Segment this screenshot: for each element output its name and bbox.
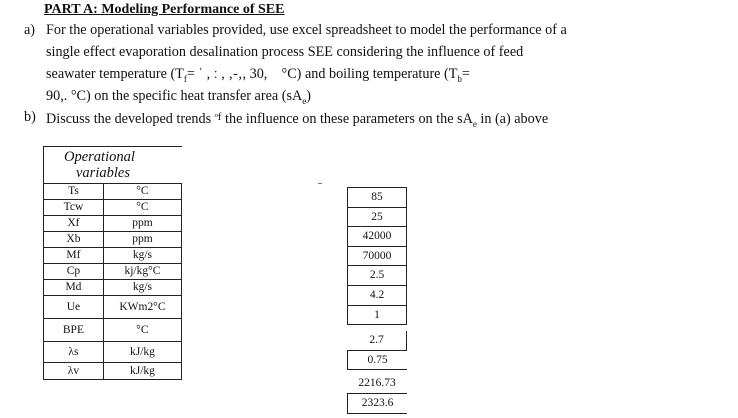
variable-symbol: Ts bbox=[44, 184, 104, 200]
value-cell: 70000 bbox=[347, 247, 407, 267]
table-caption: Operational variables bbox=[44, 147, 182, 184]
variable-unit: KWm2°C bbox=[103, 296, 181, 319]
variable-symbol: λv bbox=[44, 363, 104, 380]
value-cell: 2216.73 bbox=[347, 374, 407, 394]
question-b-label: b) bbox=[24, 109, 36, 125]
table-row bbox=[44, 319, 182, 342]
variable-symbol: Mf bbox=[44, 248, 104, 264]
variable-symbol: Tcw bbox=[44, 200, 104, 216]
question-a-label: a) bbox=[24, 22, 36, 38]
variable-symbol: Cp bbox=[44, 264, 104, 280]
question-a-line-3: seawater temperature ($T_f=$ ˈ , ː , ‚-‚, 30, °C) and boiling temperature ($T_b=$ bbox=[46, 66, 470, 84]
question-a-line-4: 90,. °C) on the specific heat transfer area $(sA_e)$ bbox=[46, 88, 311, 106]
table-row bbox=[44, 184, 182, 200]
table-caption-row bbox=[44, 147, 182, 184]
question-a-line-1: For the operational variables provided, use excel spreadsheet to model the performance of a bbox=[46, 22, 567, 38]
value-cell: 25 bbox=[347, 208, 407, 228]
variable-unit: kg/s bbox=[103, 280, 181, 296]
variable-symbol: λs bbox=[44, 342, 104, 363]
variable-unit: kJ/kg bbox=[103, 342, 181, 363]
operational-variables-table bbox=[43, 146, 182, 380]
variable-unit: °C bbox=[103, 200, 181, 216]
value-cell: 2.7 bbox=[347, 331, 407, 351]
variable-symbol: Xb bbox=[44, 232, 104, 248]
variable-unit: kg/s bbox=[103, 248, 181, 264]
variable-unit: kj/kg°C bbox=[103, 264, 181, 280]
table-row bbox=[44, 363, 182, 380]
variable-unit: ppm bbox=[103, 216, 181, 232]
variable-unit: °C bbox=[103, 184, 181, 200]
value-cell: 2.5 bbox=[347, 266, 407, 286]
value-cell: 1 bbox=[347, 306, 407, 326]
value-cell: 4.2 bbox=[347, 286, 407, 306]
variable-symbol: Xf bbox=[44, 216, 104, 232]
value-cell: 42000 bbox=[347, 227, 407, 247]
variable-unit: °C bbox=[103, 319, 181, 342]
table-row bbox=[44, 264, 182, 280]
table-row bbox=[44, 216, 182, 232]
variable-symbol: BPE bbox=[44, 319, 104, 342]
variable-symbol: Md bbox=[44, 280, 104, 296]
question-b-text: Discuss the developed trends $^{ᵒf}$ the influence on these parameters on the $sA_e$ in (a) above bbox=[46, 111, 549, 129]
table-row bbox=[44, 280, 182, 296]
stray-mark bbox=[318, 183, 322, 184]
variable-unit: kJ/kg bbox=[103, 363, 181, 380]
section-heading: PART A: Modeling Performance of SEE bbox=[44, 2, 285, 17]
value-cell: 0.75 bbox=[347, 351, 407, 371]
question-a-line-2: single effect evaporation desalination process SEE considering the influence of feed bbox=[46, 44, 524, 60]
variable-symbol: Ue bbox=[44, 296, 104, 319]
table-row bbox=[44, 342, 182, 363]
variable-unit: ppm bbox=[103, 232, 181, 248]
table-row bbox=[44, 200, 182, 216]
values-column bbox=[347, 187, 407, 414]
value-cell: 2323.6 bbox=[347, 394, 407, 414]
table-row bbox=[44, 232, 182, 248]
table-row bbox=[44, 296, 182, 319]
table-row bbox=[44, 248, 182, 264]
value-cell: 85 bbox=[347, 187, 407, 208]
